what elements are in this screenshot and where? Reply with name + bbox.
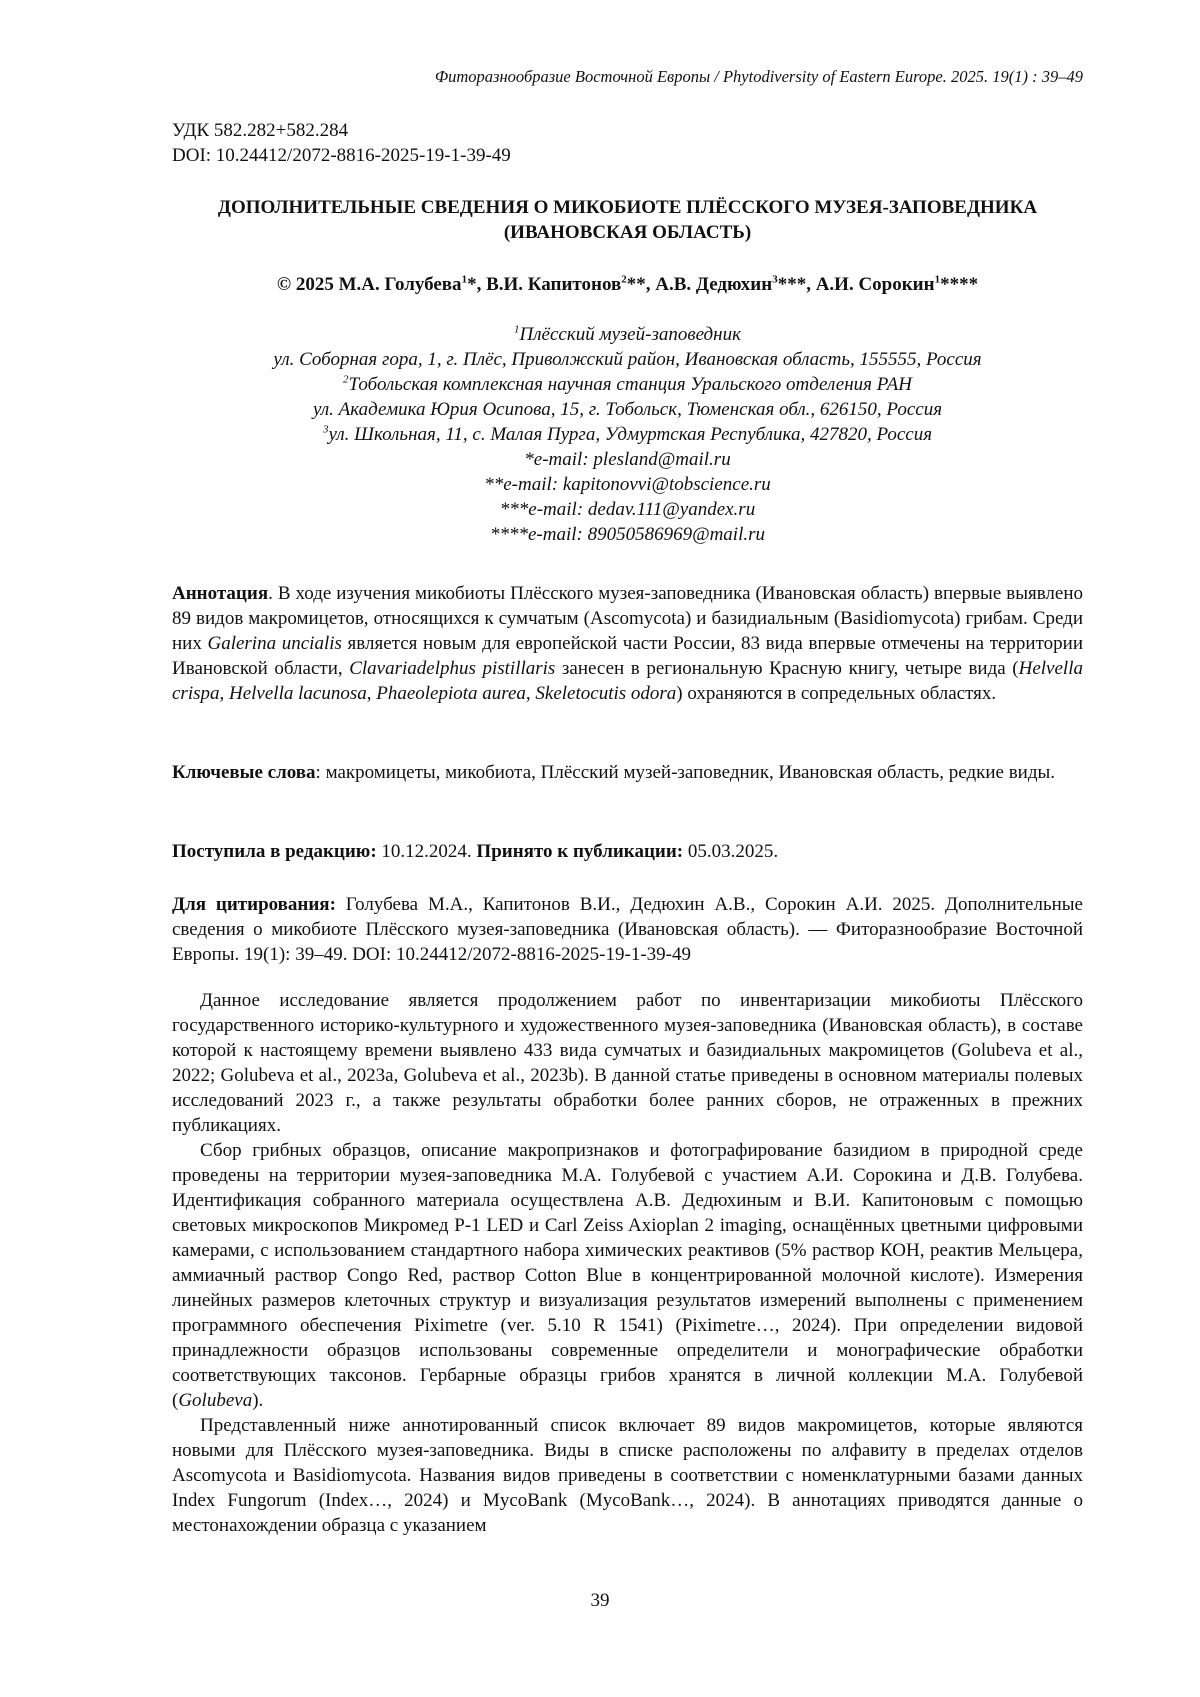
separator: , (367, 683, 377, 704)
abstract-label: Аннотация (172, 583, 268, 604)
email-3: ***e-mail: dedav.111@yandex.ru (172, 497, 1083, 522)
accepted-label: Принято к публикации: (476, 841, 683, 862)
accepted-date: 05.03.2025. (683, 841, 778, 862)
abstract-text: занесен в региональную Красную книгу, четыре вида ( (555, 658, 1018, 679)
author-name: А.И. Сорокин (816, 274, 935, 295)
author-star: ***, (778, 274, 816, 295)
udk-code: УДК 582.282+582.284 (172, 118, 1083, 143)
dates (172, 839, 1083, 864)
species-name: Helvella crispa (172, 658, 1083, 704)
body-text (172, 988, 1083, 1538)
email-4: ****e-mail: 89050586969@mail.ru (172, 522, 1083, 547)
affiliation-1-address: ул. Соборная гора, 1, г. Плёс, Приволжский район, Ивановская область, 155555, Россия (172, 347, 1083, 372)
affil-number: 2 (343, 374, 349, 386)
document-page (0, 0, 1200, 1697)
author-star: *, (467, 274, 486, 295)
affiliation-2 (172, 372, 1083, 397)
copyright-year: © 2025 (277, 274, 339, 295)
keywords-text: : макромицеты, микобиота, Плёсский музей-заповедник, Ивановская область, редкие виды. (316, 762, 1055, 783)
author-star: **, (627, 274, 656, 295)
keywords (172, 760, 1083, 785)
page-number: 39 (0, 1588, 1200, 1613)
separator: , (220, 683, 230, 704)
affiliation-2-address: ул. Академика Юрия Осипова, 15, г. Тобольск, Тюменская обл., 626150, Россия (172, 397, 1083, 422)
abstract (172, 581, 1083, 706)
article-meta (172, 118, 1083, 168)
running-header: Фиторазнообразие Восточной Европы / Phytodiversity of Eastern Europe. 2025. 19(1) : 39–49 (172, 66, 1083, 88)
species-name: Galerina uncialis (207, 633, 341, 654)
herbarium-name: Golubeva (178, 1390, 252, 1411)
body-paragraph-2 (172, 1138, 1083, 1413)
affil-number: 3 (323, 424, 329, 436)
species-name: Clavariadelphus pistillaris (349, 658, 555, 679)
affil-institution: Плёсский музей-заповедник (520, 324, 741, 345)
author-list (172, 272, 1083, 297)
affil-institution: Тобольская комплексная научная станция Уральского отделения РАН (349, 374, 912, 395)
doi-line: DOI: 10.24412/2072-8816-2025-19-1-39-49 (172, 143, 1083, 168)
abstract-text: ) охраняются в сопредельных областях. (676, 683, 996, 704)
received-label: Поступила в редакцию: (172, 841, 377, 862)
affiliation-1 (172, 322, 1083, 347)
paragraph-text: ). (252, 1390, 263, 1411)
separator: , (526, 683, 536, 704)
keywords-label: Ключевые слова (172, 762, 316, 783)
paragraph-text: Сбор грибных образцов, описание макропризнаков и фотографирование базидиом в природной среде проведены на территории музея-заповедника М.А. Голубевой с участием А.И. Сорокина и Д.В. Голубева. Идентификация собранного материала осуществлена А.В. Дедюхиным и В.И. Капитоновым с помощью световых микроскопов Микромед Р-1 LED и Carl Zeiss Axioplan 2 imaging, оснащённых цветными цифровыми камерами, с использованием стандартного набора химических реактивов (5% раствор КОН, реактив Мельцера, аммиачный раствор Congo Red, раствор Cotton Blue в концентрированной молочной кислоте). Измерения линейных размеров клеточных структур и визуализация результатов измерений выполнены с применением программного обеспечения Piximetre (ver. 5.10 R 1541) (Piximetre…, 2024). При определении видовой принадлежности образцов использованы современные определители и монографические обработки соответствующих таксонов. Гербарные образцы грибов хранятся в личной коллекции М.А. Голубевой ( (172, 1140, 1083, 1411)
received-date: 10.12.2024. (377, 841, 477, 862)
abstract-text: является новым для европейской части России, 83 вида впервые отмечены на территории Ивановской области, (172, 633, 1083, 679)
author-star: **** (940, 274, 978, 295)
affil-number: 1 (514, 324, 520, 336)
citation-label: Для цитирования: (172, 894, 336, 915)
affiliations (172, 322, 1083, 547)
affiliation-3 (172, 422, 1083, 447)
author-name: А.В. Дедюхин (655, 274, 772, 295)
species-name: Skeletocutis odora (535, 683, 676, 704)
author-name: М.А. Голубева (339, 274, 462, 295)
affil-address: ул. Школьная, 11, с. Малая Пурга, Удмуртская Республика, 427820, Россия (328, 424, 932, 445)
author-affil-sup: 2 (621, 274, 627, 286)
email-2: **e-mail: kapitonovvi@tobscience.ru (172, 472, 1083, 497)
author-affil-sup: 3 (772, 274, 778, 286)
body-paragraph-3: Представленный ниже аннотированный список включает 89 видов макромицетов, которые являются новыми для Плёсского музея-заповедника. Виды в списке расположены по алфавиту в пределах отделов Ascomycota и Basidiomycota. Названия видов приведены в соответствии с номенклатурными базами данных Index Fungorum (Index…, 2024) и MycoBank (MycoBank…, 2024). В аннотациях приводятся данные о местонахождении образца с указанием (172, 1413, 1083, 1538)
species-name: Helvella lacunosa (229, 683, 367, 704)
author-name: В.И. Капитонов (486, 274, 621, 295)
citation-text: Голубева М.А., Капитонов В.И., Дедюхин А.В., Сорокин А.И. 2025. Дополнительные сведения о микобиоте Плёсского музея-заповедника (Ивановская область). — Фиторазнообразие Восточной Европы. 19(1): 39–49. DOI: 10.24412/2072-8816-2025-19-1-39-49 (172, 894, 1083, 965)
species-name: Phaeolepiota aurea (376, 683, 526, 704)
abstract-text: . В ходе изучения микобиоты Плёсского музея-заповедника (Ивановская область) впервые выявлено 89 видов макромицетов, относящихся к сумчатым (Ascomycota) и базидиальным (Basidiomycota) грибам. Среди них (172, 583, 1083, 654)
email-1: *e-mail: plesland@mail.ru (172, 447, 1083, 472)
article-title: ДОПОЛНИТЕЛЬНЫЕ СВЕДЕНИЯ О МИКОБИОТЕ ПЛЁССКОГО МУЗЕЯ-ЗАПОВЕДНИКА (ИВАНОВСКАЯ ОБЛАСТЬ) (172, 195, 1083, 245)
author-affil-sup: 1 (462, 274, 468, 286)
author-affil-sup: 1 (935, 274, 941, 286)
citation (172, 892, 1083, 967)
body-paragraph-1: Данное исследование является продолжением работ по инвентаризации микобиоты Плёсского государственного историко-культурного и художественного музея-заповедника (Ивановская область), в составе которой к настоящему времени выявлено 433 вида сумчатых и базидиальных макромицетов (Golubeva et al., 2022; Golubeva et al., 2023a, Golubeva et al., 2023b). В данной статье приведены в основном материалы полевых исследований 2023 г., а также результаты обработки более ранних сборов, не отраженных в прежних публикациях. (172, 988, 1083, 1138)
